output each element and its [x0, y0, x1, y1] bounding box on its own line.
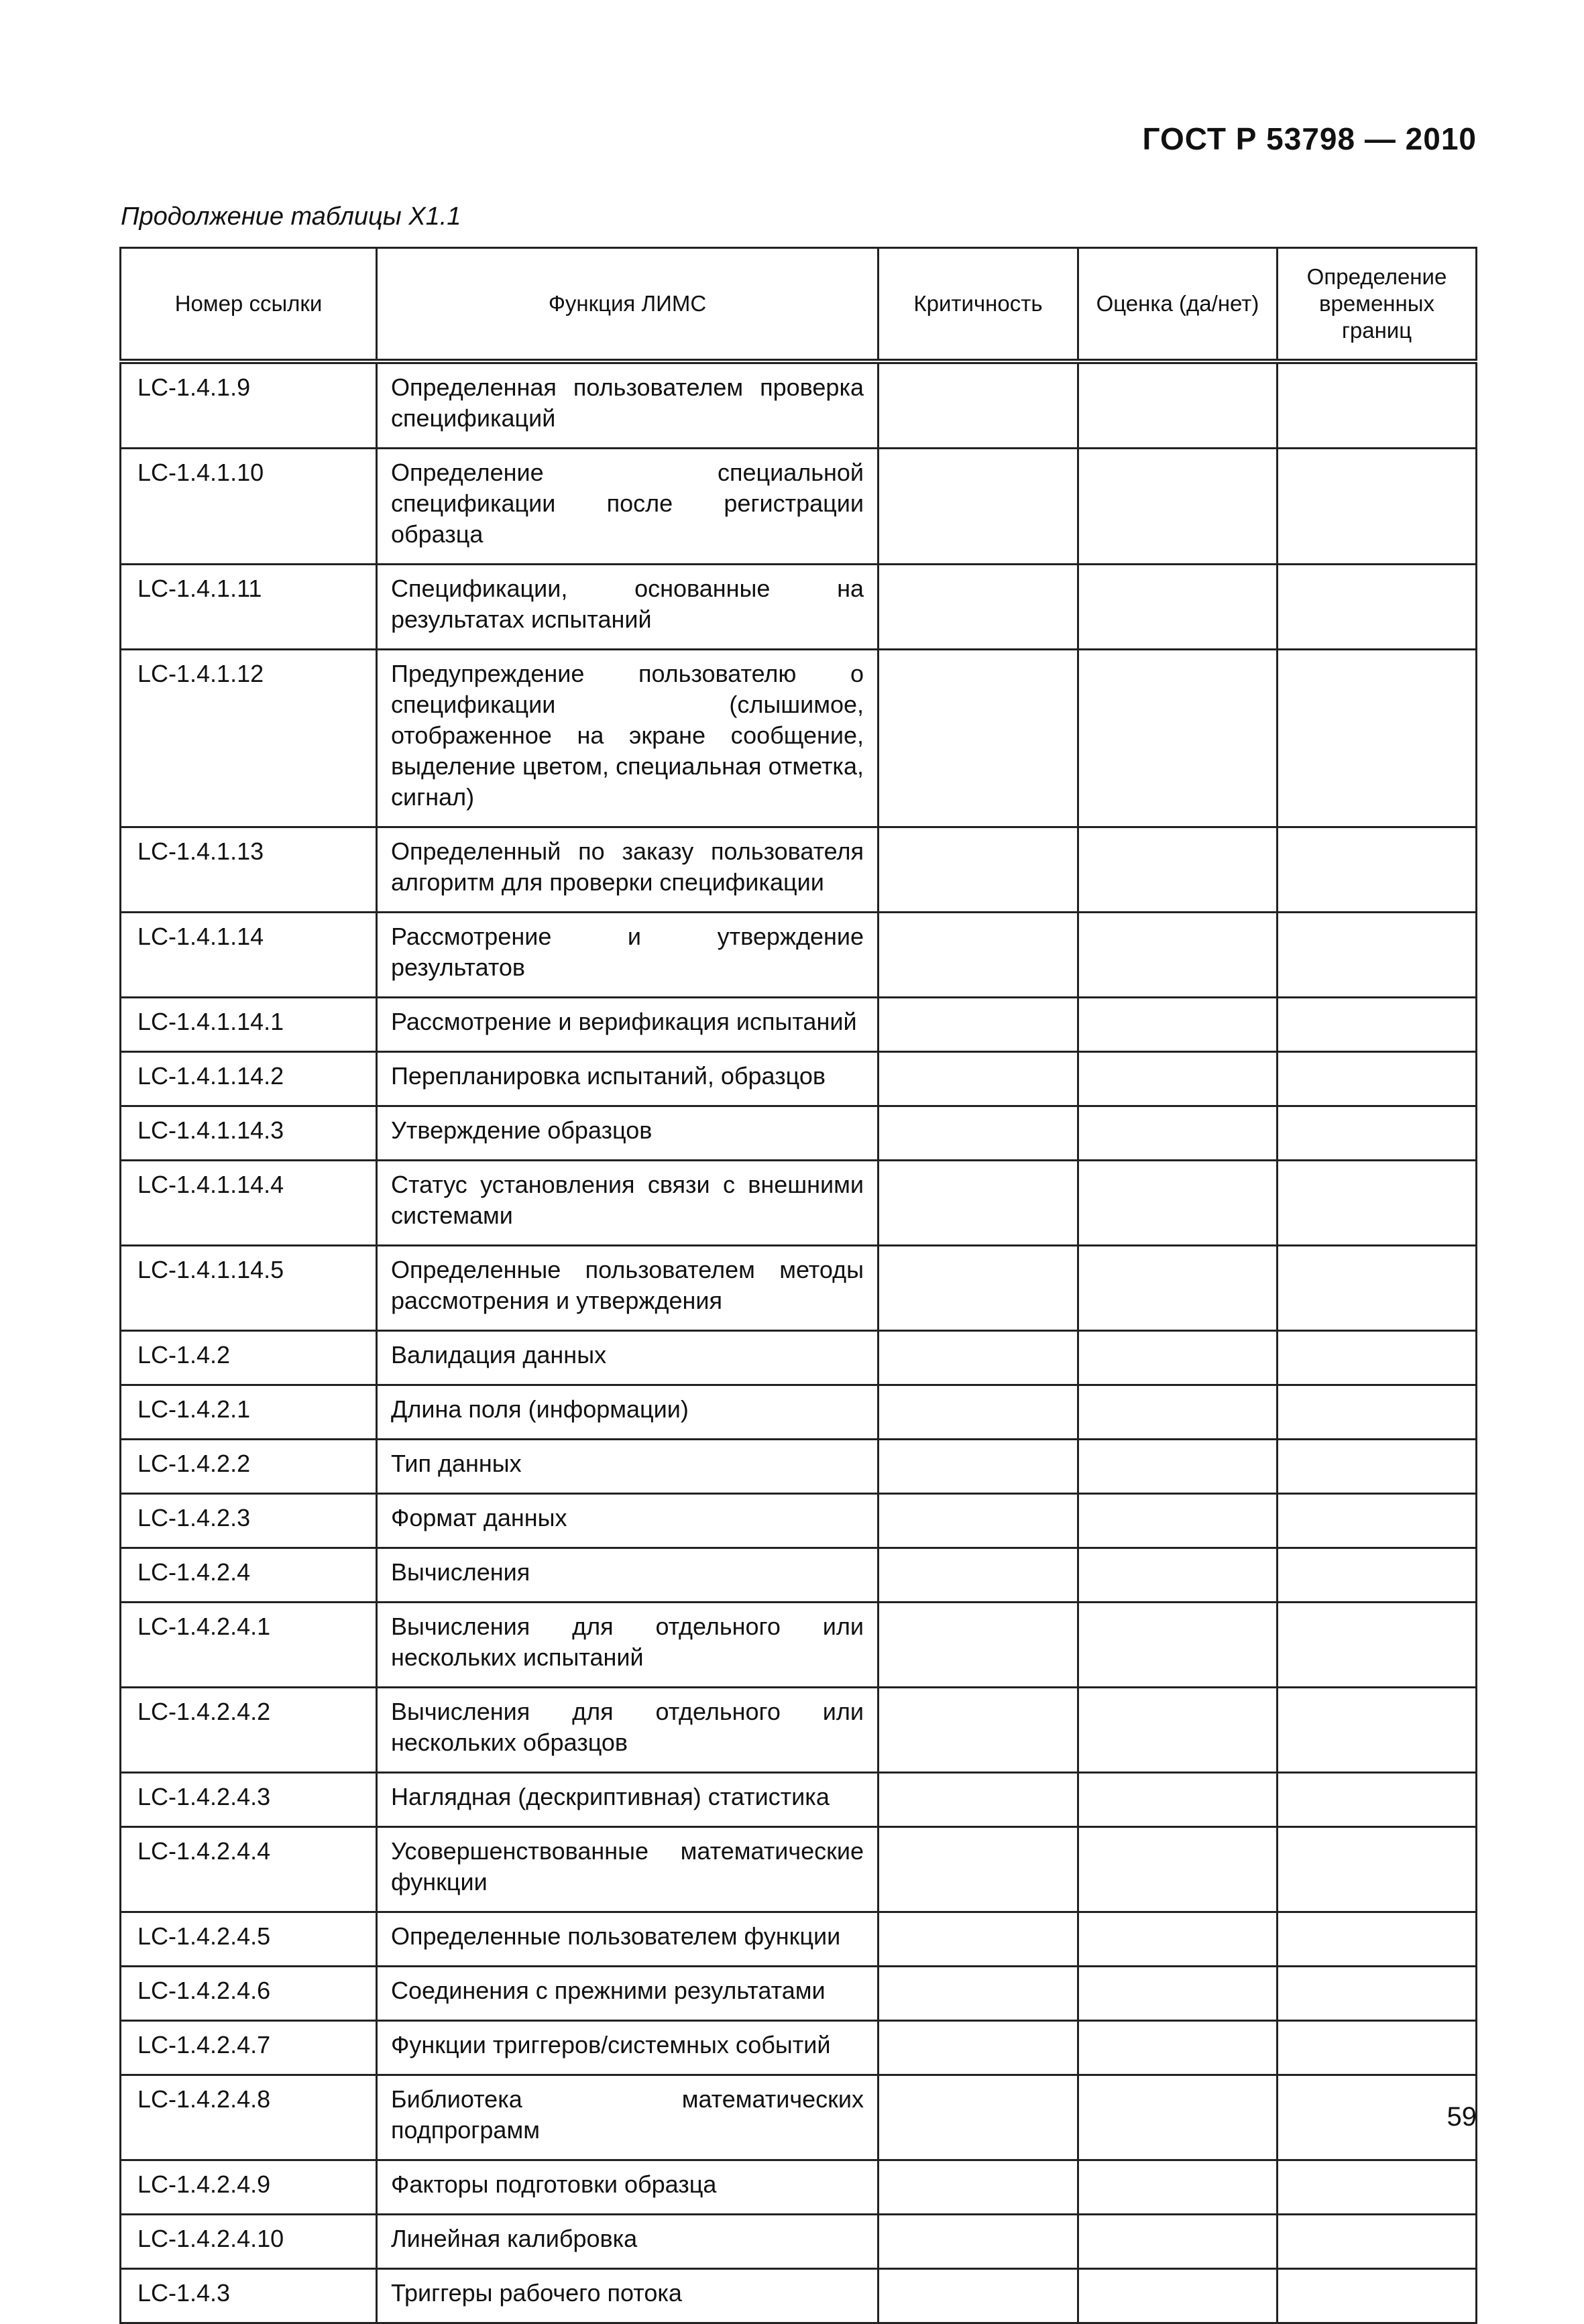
- assessment-cell: [1078, 650, 1278, 827]
- assessment-cell: [1078, 1385, 1278, 1440]
- assessment-cell: [1078, 1827, 1278, 1912]
- time-limits-cell: [1278, 1912, 1477, 1967]
- table-row: [121, 361, 1477, 449]
- table-header-row: [121, 248, 1477, 362]
- lims-function-cell: Триггеры рабочего потока: [377, 2269, 879, 2323]
- criticality-cell: [879, 998, 1078, 1052]
- lims-function-cell: Валидация данных: [377, 1331, 879, 1385]
- time-limits-cell: [1278, 449, 1477, 565]
- time-limits-cell: [1278, 2021, 1477, 2075]
- criticality-cell: [879, 1603, 1078, 1688]
- criticality-cell: [879, 1246, 1078, 1331]
- assessment-cell: [1078, 2075, 1278, 2160]
- assessment-cell: [1078, 1161, 1278, 1246]
- lims-function-cell: Вычисления для отдельного или нескольких образцов: [377, 1688, 879, 1773]
- reference-number-cell: LC-1.4.1.11: [121, 565, 377, 650]
- lims-function-cell: Наглядная (дескриптивная) статистика: [377, 1773, 879, 1827]
- document-code: ГОСТ Р 53798 — 2010: [1142, 121, 1477, 156]
- table-row: [121, 1548, 1477, 1603]
- reference-number-cell: LC-1.4.2.4.5: [121, 1912, 377, 1967]
- criticality-cell: [879, 361, 1078, 449]
- table-caption: Продолжение таблицы X1.1: [121, 202, 461, 231]
- table-row: [121, 1827, 1477, 1912]
- reference-number-cell: LC-1.4.2.4.9: [121, 2160, 377, 2215]
- criticality-cell: [879, 827, 1078, 913]
- lims-function-cell: Рассмотрение и верификация испытаний: [377, 998, 879, 1052]
- criticality-cell: [879, 1331, 1078, 1385]
- lims-function-cell: Усовершенствованные математические функции: [377, 1827, 879, 1912]
- requirements-table: [119, 247, 1477, 2324]
- table-row: [121, 1246, 1477, 1331]
- table-row: [121, 1773, 1477, 1827]
- criticality-cell: [879, 2269, 1078, 2323]
- table-row: [121, 998, 1477, 1052]
- criticality-cell: [879, 1967, 1078, 2021]
- time-limits-cell: [1278, 361, 1477, 449]
- reference-number-cell: LC-1.4.1.14.2: [121, 1052, 377, 1106]
- table-row: [121, 1440, 1477, 1494]
- lims-function-cell: Определение специальной спецификации после регистрации образца: [377, 449, 879, 565]
- criticality-cell: [879, 2160, 1078, 2215]
- time-limits-cell: [1278, 1331, 1477, 1385]
- lims-function-cell: Вычисления для отдельного или нескольких испытаний: [377, 1603, 879, 1688]
- lims-function-cell: Предупреждение пользователю о спецификации (слышимое, отображенное на экране сообщение, выделение цветом, специальная отметка, сигнал): [377, 650, 879, 827]
- assessment-cell: [1078, 565, 1278, 650]
- criticality-cell: [879, 1548, 1078, 1603]
- assessment-cell: [1078, 1688, 1278, 1773]
- criticality-cell: [879, 2215, 1078, 2269]
- time-limits-cell: [1278, 1548, 1477, 1603]
- assessment-cell: [1078, 2021, 1278, 2075]
- criticality-cell: [879, 1161, 1078, 1246]
- column-header-time-limits: Определение временных границ: [1278, 248, 1477, 362]
- table-row: [121, 1161, 1477, 1246]
- lims-function-cell: Перепланировка испытаний, образцов: [377, 1052, 879, 1106]
- criticality-cell: [879, 650, 1078, 827]
- table-row: [121, 2269, 1477, 2323]
- lims-function-cell: Формат данных: [377, 1494, 879, 1548]
- assessment-cell: [1078, 449, 1278, 565]
- reference-number-cell: LC-1.4.2.4: [121, 1548, 377, 1603]
- criticality-cell: [879, 2075, 1078, 2160]
- lims-function-cell: Статус установления связи с внешними системами: [377, 1161, 879, 1246]
- criticality-cell: [879, 1052, 1078, 1106]
- reference-number-cell: LC-1.4.1.14.3: [121, 1106, 377, 1161]
- time-limits-cell: [1278, 1161, 1477, 1246]
- criticality-cell: [879, 1385, 1078, 1440]
- lims-function-cell: Определенные пользователем функции: [377, 1912, 879, 1967]
- lims-function-cell: Вычисления: [377, 1548, 879, 1603]
- reference-number-cell: LC-1.4.3: [121, 2269, 377, 2323]
- criticality-cell: [879, 449, 1078, 565]
- table-row: [121, 827, 1477, 913]
- lims-function-cell: Определенная пользователем проверка спецификаций: [377, 361, 879, 449]
- time-limits-cell: [1278, 650, 1477, 827]
- assessment-cell: [1078, 827, 1278, 913]
- reference-number-cell: LC-1.4.1.14.4: [121, 1161, 377, 1246]
- reference-number-cell: LC-1.4.2.4.2: [121, 1688, 377, 1773]
- lims-function-cell: Функции триггеров/системных событий: [377, 2021, 879, 2075]
- table-row: [121, 1385, 1477, 1440]
- assessment-cell: [1078, 1331, 1278, 1385]
- time-limits-cell: [1278, 2215, 1477, 2269]
- assessment-cell: [1078, 998, 1278, 1052]
- criticality-cell: [879, 1827, 1078, 1912]
- time-limits-cell: [1278, 1106, 1477, 1161]
- assessment-cell: [1078, 2215, 1278, 2269]
- assessment-cell: [1078, 1603, 1278, 1688]
- reference-number-cell: LC-1.4.2.4.7: [121, 2021, 377, 2075]
- table-body: [121, 361, 1477, 2323]
- lims-function-cell: Линейная калибровка: [377, 2215, 879, 2269]
- assessment-cell: [1078, 2160, 1278, 2215]
- assessment-cell: [1078, 1548, 1278, 1603]
- reference-number-cell: LC-1.4.2: [121, 1331, 377, 1385]
- criticality-cell: [879, 565, 1078, 650]
- column-header-function: Функция ЛИМС: [377, 248, 879, 362]
- time-limits-cell: [1278, 565, 1477, 650]
- table-row: [121, 1331, 1477, 1385]
- column-header-criticality: Критичность: [879, 248, 1078, 362]
- assessment-cell: [1078, 1773, 1278, 1827]
- time-limits-cell: [1278, 827, 1477, 913]
- table-row: [121, 449, 1477, 565]
- time-limits-cell: [1278, 913, 1477, 998]
- table-row: [121, 650, 1477, 827]
- assessment-cell: [1078, 1052, 1278, 1106]
- reference-number-cell: LC-1.4.1.10: [121, 449, 377, 565]
- reference-number-cell: LC-1.4.1.13: [121, 827, 377, 913]
- assessment-cell: [1078, 1967, 1278, 2021]
- table-row: [121, 1106, 1477, 1161]
- criticality-cell: [879, 1494, 1078, 1548]
- table-row: [121, 2075, 1477, 2160]
- reference-number-cell: LC-1.4.2.4.10: [121, 2215, 377, 2269]
- column-header-assessment: Оценка (да/нет): [1078, 248, 1278, 362]
- assessment-cell: [1078, 1440, 1278, 1494]
- reference-number-cell: LC-1.4.2.4.8: [121, 2075, 377, 2160]
- reference-number-cell: LC-1.4.1.14.1: [121, 998, 377, 1052]
- reference-number-cell: LC-1.4.1.14.5: [121, 1246, 377, 1331]
- lims-function-cell: Рассмотрение и утверждение результатов: [377, 913, 879, 998]
- time-limits-cell: [1278, 1967, 1477, 2021]
- time-limits-cell: [1278, 2160, 1477, 2215]
- time-limits-cell: [1278, 1440, 1477, 1494]
- assessment-cell: [1078, 913, 1278, 998]
- time-limits-cell: [1278, 1246, 1477, 1331]
- table-row: [121, 913, 1477, 998]
- criticality-cell: [879, 913, 1078, 998]
- table-row: [121, 2160, 1477, 2215]
- assessment-cell: [1078, 2269, 1278, 2323]
- table-row: [121, 565, 1477, 650]
- table-row: [121, 1688, 1477, 1773]
- assessment-cell: [1078, 1246, 1278, 1331]
- time-limits-cell: [1278, 1603, 1477, 1688]
- reference-number-cell: LC-1.4.2.1: [121, 1385, 377, 1440]
- reference-number-cell: LC-1.4.2.4.3: [121, 1773, 377, 1827]
- criticality-cell: [879, 1440, 1078, 1494]
- reference-number-cell: LC-1.4.2.3: [121, 1494, 377, 1548]
- lims-function-cell: Утверждение образцов: [377, 1106, 879, 1161]
- lims-function-cell: Определенные пользователем методы рассмотрения и утверждения: [377, 1246, 879, 1331]
- criticality-cell: [879, 1106, 1078, 1161]
- reference-number-cell: LC-1.4.2.4.4: [121, 1827, 377, 1912]
- lims-function-cell: Соединения с прежними результатами: [377, 1967, 879, 2021]
- assessment-cell: [1078, 1106, 1278, 1161]
- time-limits-cell: [1278, 1688, 1477, 1773]
- criticality-cell: [879, 2021, 1078, 2075]
- lims-function-cell: Факторы подготовки образца: [377, 2160, 879, 2215]
- table-row: [121, 2215, 1477, 2269]
- table-row: [121, 1912, 1477, 1967]
- table-row: [121, 1603, 1477, 1688]
- assessment-cell: [1078, 361, 1278, 449]
- time-limits-cell: [1278, 1052, 1477, 1106]
- reference-number-cell: LC-1.4.2.4.1: [121, 1603, 377, 1688]
- time-limits-cell: [1278, 2269, 1477, 2323]
- criticality-cell: [879, 1912, 1078, 1967]
- time-limits-cell: [1278, 998, 1477, 1052]
- page-number: 59: [1447, 2102, 1477, 2132]
- time-limits-cell: [1278, 1385, 1477, 1440]
- time-limits-cell: [1278, 1773, 1477, 1827]
- assessment-cell: [1078, 1912, 1278, 1967]
- column-header-reference: Номер ссылки: [121, 248, 377, 362]
- reference-number-cell: LC-1.4.1.12: [121, 650, 377, 827]
- table-row: [121, 1967, 1477, 2021]
- criticality-cell: [879, 1773, 1078, 1827]
- assessment-cell: [1078, 1494, 1278, 1548]
- criticality-cell: [879, 1688, 1078, 1773]
- lims-function-cell: Длина поля (информации): [377, 1385, 879, 1440]
- table-row: [121, 2021, 1477, 2075]
- reference-number-cell: LC-1.4.1.9: [121, 361, 377, 449]
- lims-function-cell: Определенный по заказу пользователя алгоритм для проверки спецификации: [377, 827, 879, 913]
- reference-number-cell: LC-1.4.1.14: [121, 913, 377, 998]
- time-limits-cell: [1278, 1827, 1477, 1912]
- lims-function-cell: Тип данных: [377, 1440, 879, 1494]
- reference-number-cell: LC-1.4.2.2: [121, 1440, 377, 1494]
- lims-function-cell: Библиотека математических подпрограмм: [377, 2075, 879, 2160]
- table-row: [121, 1052, 1477, 1106]
- lims-function-cell: Спецификации, основанные на результатах испытаний: [377, 565, 879, 650]
- reference-number-cell: LC-1.4.2.4.6: [121, 1967, 377, 2021]
- time-limits-cell: [1278, 1494, 1477, 1548]
- table-row: [121, 1494, 1477, 1548]
